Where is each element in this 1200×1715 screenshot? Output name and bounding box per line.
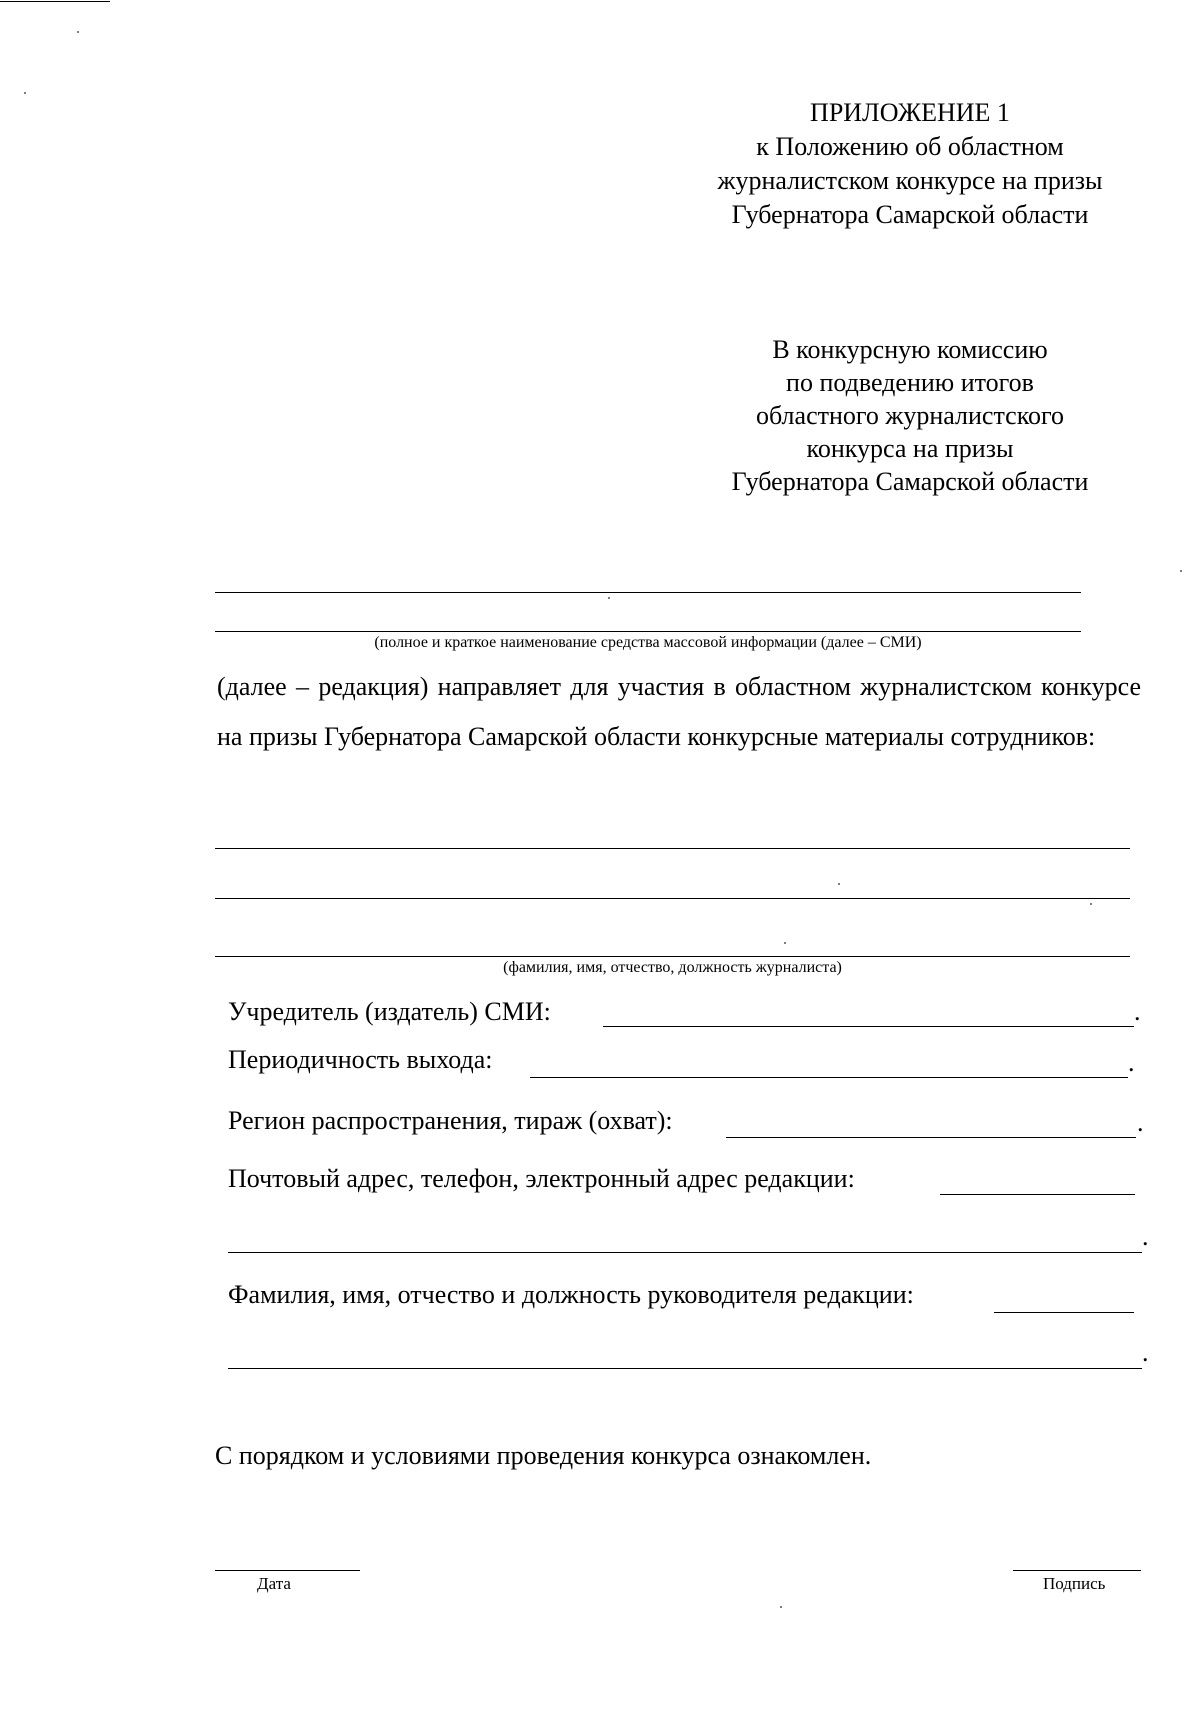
intro-paragraph: (далее – редакция) направляет для участия в областном журналистском конкурсе на призы Губернатора Самарской области конкурсные материалы сотрудников: (217, 672, 1141, 751)
scan-speck (784, 942, 786, 944)
addressee-line-2: по подведению итогов (786, 368, 1034, 397)
scan-speck (77, 31, 79, 33)
journalist-line-1[interactable] (215, 848, 1130, 849)
founder-label: Учредитель (издатель) СМИ: (228, 997, 551, 1026)
founder-period: . (1134, 997, 1141, 1026)
head-period: . (1142, 1338, 1149, 1367)
scan-speck (1090, 903, 1092, 905)
journalist-caption: (фамилия, имя, отчество, должность журналиста) (503, 959, 842, 976)
head-input-line-2[interactable] (228, 1368, 1142, 1369)
frequency-label: Периодичность выхода: (228, 1045, 493, 1074)
appendix-line-2: журналистском конкурсе на призы (717, 166, 1103, 195)
scan-speck (1180, 570, 1182, 572)
journalist-line-3[interactable] (215, 956, 1130, 957)
journalist-line-2[interactable] (215, 898, 1130, 899)
signature-line[interactable] (1013, 1570, 1141, 1571)
addressee-line-3: областного журналистского (755, 401, 1065, 430)
addressee-block (690, 333, 1130, 498)
scan-speck (838, 883, 840, 885)
date-label: Дата (257, 1574, 291, 1593)
appendix-line-1: к Положению об областном (756, 132, 1064, 161)
media-name-line-1[interactable] (215, 592, 1081, 593)
scan-speck (780, 1606, 782, 1608)
region-label: Регион распространения, тираж (охват): (228, 1106, 673, 1135)
address-input-line-1[interactable] (940, 1194, 1135, 1195)
appendix-line-3: Губернатора Самарской области (731, 200, 1089, 229)
media-name-line-2[interactable] (215, 631, 1081, 632)
region-input-line[interactable] (726, 1137, 1136, 1138)
scan-speck (608, 597, 610, 599)
addressee-line-1: В конкурсную комиссию (772, 335, 1048, 364)
region-period: . (1137, 1108, 1144, 1137)
appendix-header (680, 96, 1140, 232)
addressee-line-4: конкурса на призы (806, 434, 1014, 463)
address-period: . (1142, 1222, 1149, 1251)
address-label: Почтовый адрес, телефон, электронный адрес редакции: (228, 1164, 855, 1193)
acknowledgement-text: С порядком и условиями проведения конкурса ознакомлен. (215, 1441, 872, 1470)
founder-input-line[interactable] (603, 1026, 1134, 1027)
head-input-line-1[interactable] (994, 1312, 1134, 1313)
head-label: Фамилия, имя, отчество и должность руководителя редакции: (228, 1280, 914, 1309)
frequency-input-line[interactable] (530, 1077, 1128, 1078)
scan-edge-mark (0, 1, 110, 2)
date-line[interactable] (215, 1570, 360, 1571)
frequency-period: . (1128, 1048, 1135, 1077)
address-input-line-2[interactable] (228, 1252, 1142, 1253)
scan-speck (24, 92, 26, 94)
addressee-line-5: Губернатора Самарской области (731, 467, 1089, 496)
appendix-title: ПРИЛОЖЕНИЕ 1 (810, 98, 1010, 127)
signature-label: Подпись (1043, 1574, 1106, 1593)
media-name-caption: (полное и краткое наименование средства массовой информации (далее – СМИ) (374, 634, 922, 651)
